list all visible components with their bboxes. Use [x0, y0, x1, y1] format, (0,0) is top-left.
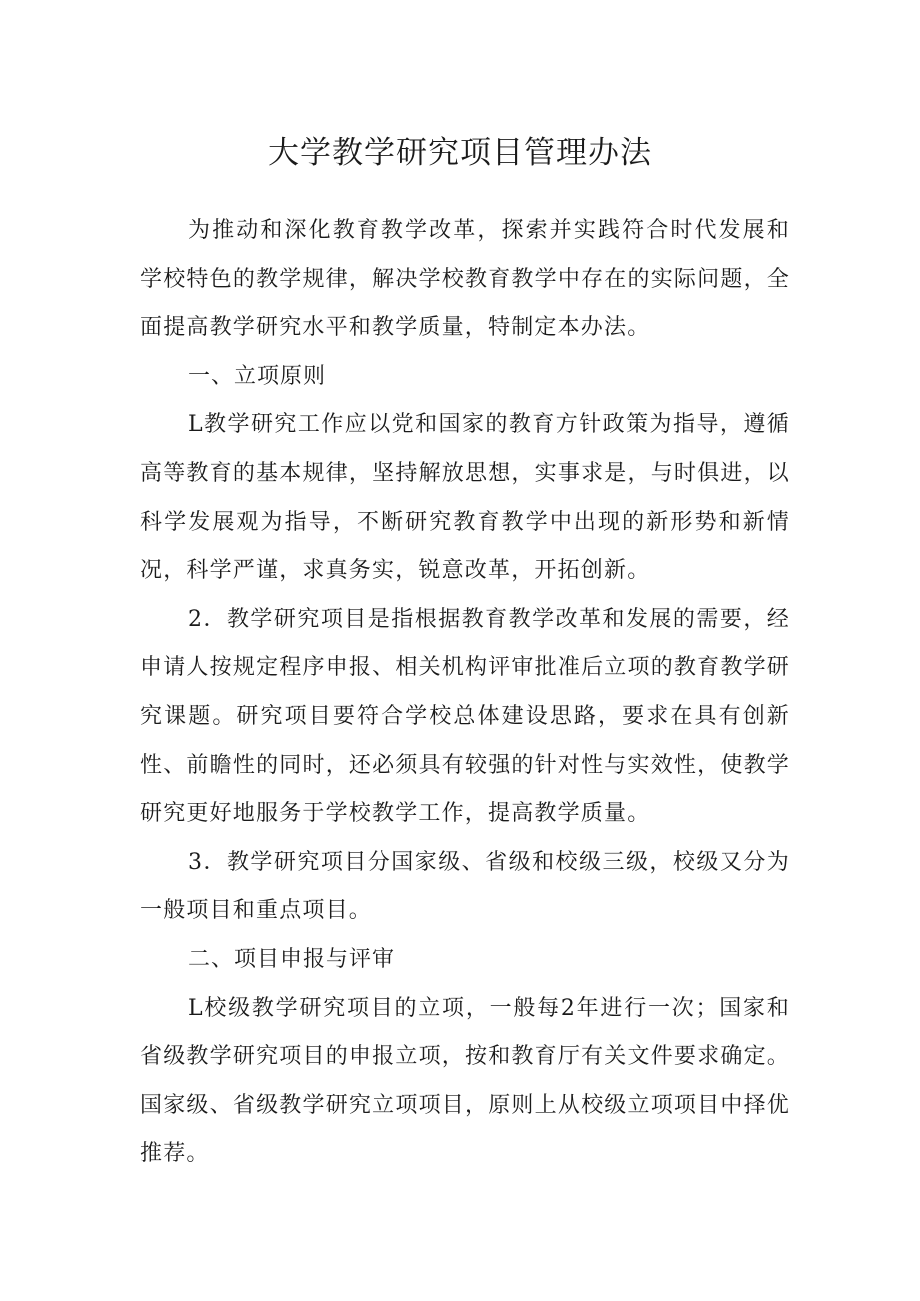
principles-paragraph-3: 3．教学研究项目分国家级、省级和校级三级，校级又分为一般项目和重点项目。 — [140, 849, 790, 924]
section-heading-application: 二、项目申报与评审 — [188, 946, 396, 972]
document-body — [140, 207, 790, 1179]
application-paragraph-1: L校级教学研究项目的立项，一般每2年进行一次；国家和省级教学研究项目的申报立项，按和教育厅有关文件要求确定。国家级、省级教学研究立项项目，原则上从校级立项项目中择优推荐。 — [140, 995, 790, 1167]
document-title: 大学教学研究项目管理办法 — [268, 135, 652, 171]
principles-paragraph-2: 2．教学研究项目是指根据教育教学改革和发展的需要，经申请人按规定程序申报、相关机构评审批准后立项的教育教学研究课题。研究项目要符合学校总体建设思路，要求在具有创新性、前瞻性的同时，还必须具有较强的针对性与实效性，使教学研究更好地服务于学校教学工作，提高教学质量。 — [140, 606, 790, 827]
section-heading-principles: 一、立项原则 — [188, 363, 327, 389]
intro-paragraph: 为推动和深化教育教学改革，探索并实践符合时代发展和学校特色的教学规律，解决学校教育教学中存在的实际问题，全面提高教学研究水平和教学质量，特制定本办法。 — [140, 218, 790, 341]
principles-paragraph-1: L教学研究工作应以党和国家的教育方针政策为指导，遵循高等教育的基本规律，坚持解放思想，实事求是，与时俱进，以科学发展观为指导，不断研究教育教学中出现的新形势和新情况，科学严谨，求真务实，锐意改革，开拓创新。 — [140, 412, 790, 584]
